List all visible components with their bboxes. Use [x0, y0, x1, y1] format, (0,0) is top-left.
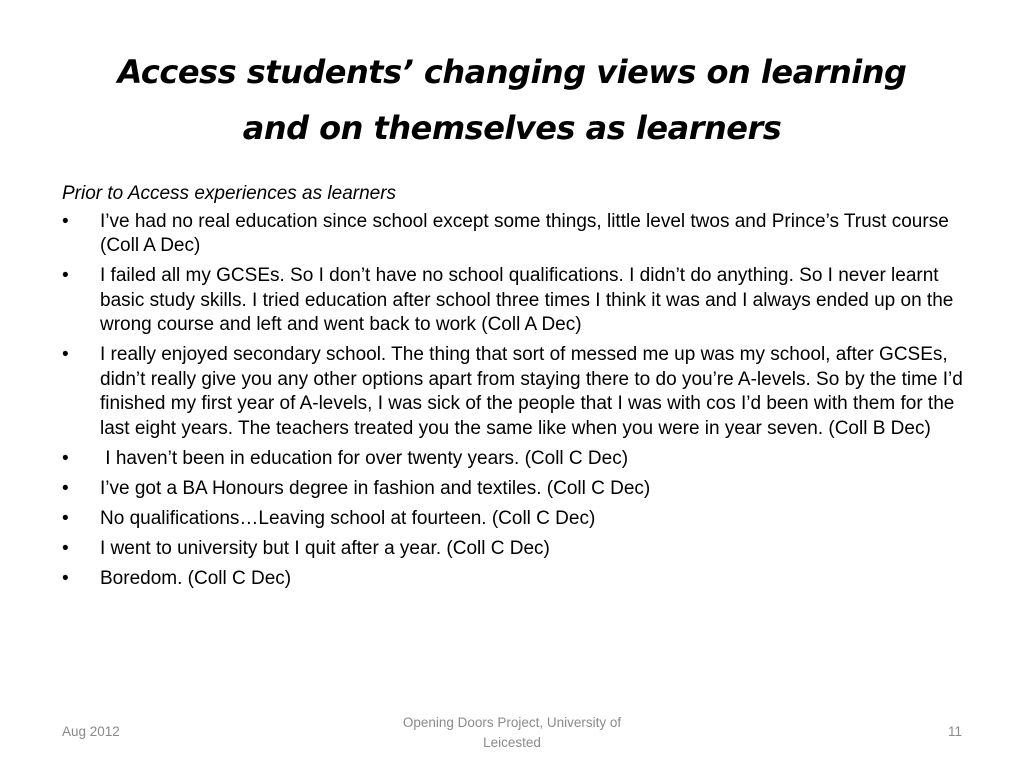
list-item — [62, 343, 972, 441]
bullet-icon: • — [62, 567, 69, 589]
bullet-text: I went to university but I quit after a year. (Coll C Dec) — [100, 537, 550, 559]
bullet-text: I’ve had no real education since school except some things, little level twos and Prince’s Trust course (Coll A Dec) — [100, 210, 949, 256]
bullet-icon: • — [62, 265, 69, 286]
slide-title-line-2: and on themselves as learners — [242, 109, 782, 147]
list-item — [62, 447, 972, 472]
footer-project-line-2: Leicested — [483, 735, 541, 750]
footer-project — [370, 713, 654, 753]
list-item — [62, 537, 972, 562]
bullet-icon: • — [62, 477, 69, 499]
list-item — [62, 567, 972, 592]
bullet-icon: • — [62, 344, 69, 365]
slide-title — [60, 44, 964, 156]
page-number: 11 — [947, 724, 962, 739]
bullet-icon: • — [62, 447, 69, 469]
bullet-list — [62, 210, 972, 592]
bullet-text: No qualifications…Leaving school at fourteen. (Coll C Dec) — [100, 507, 596, 529]
bullet-icon: • — [62, 537, 69, 559]
footer-date: Aug 2012 — [62, 724, 120, 739]
bullet-text: I haven’t been in education for over twenty years. (Coll C Dec) — [100, 447, 629, 469]
list-item — [62, 477, 972, 502]
footer-project-line-1: Opening Doors Project, University of — [402, 715, 622, 730]
bullet-icon: • — [62, 210, 69, 232]
bullet-text: Boredom. (Coll C Dec) — [100, 567, 292, 589]
list-item — [62, 264, 972, 338]
bullet-text: I really enjoyed secondary school. The thing that sort of messed me up was my school, after GCSEs, didn’t really give you any other options apart from staying there to do you’re A-levels. So by the time I’d finished my first year of A-levels, I was sick of the people that I was with cos I’d been with them for the last eight years. The teachers treated you the same like when you were in year seven. (Coll B Dec) — [100, 344, 963, 439]
bullet-text: I’ve got a BA Honours degree in fashion and textiles. (Coll C Dec) — [100, 477, 651, 499]
slide-title-line-1: Access students’ changing views on learning — [117, 53, 907, 91]
subheading: Prior to Access experiences as learners — [62, 183, 397, 204]
bullet-icon: • — [62, 507, 69, 529]
bullet-text: I failed all my GCSEs. So I don’t have no school qualifications. I didn’t do anything. So I never learnt basic study skills. I tried education after school three times I think it was and I always ended up on the wrong course and left and went back to work (Coll A Dec) — [100, 265, 954, 335]
slide-body — [62, 182, 972, 597]
list-item — [62, 507, 972, 532]
list-item — [62, 210, 972, 259]
